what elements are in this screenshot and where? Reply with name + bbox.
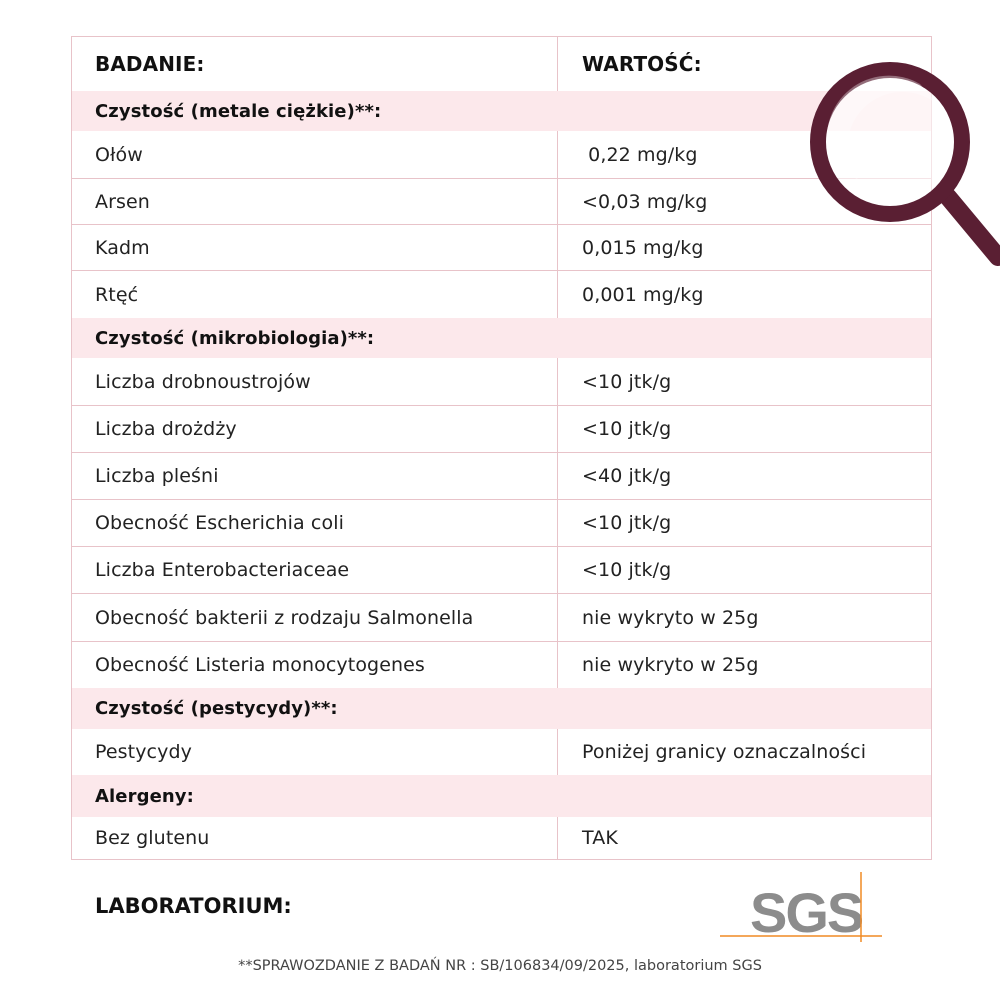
- row-value: Poniżej granicy oznaczalności: [582, 741, 867, 763]
- section-row-pesticides: [72, 688, 931, 729]
- row-value: <10 jtk/g: [582, 512, 672, 534]
- table-row: [72, 405, 931, 452]
- table-row: [72, 546, 931, 593]
- header-col-test: BADANIE:: [95, 52, 205, 76]
- section-label: Czystość (pestycydy)**:: [95, 698, 338, 719]
- section-label: Czystość (mikrobiologia)**:: [95, 327, 375, 349]
- table-row: [72, 729, 931, 775]
- table-row: [72, 641, 931, 688]
- row-value: 0,001 mg/kg: [582, 283, 704, 306]
- report-footnote: **SPRAWOZDANIE Z BADAŃ NR : SB/106834/09/2025, laboratorium SGS: [238, 958, 762, 974]
- row-label: Kadm: [95, 236, 150, 259]
- row-label: Obecność bakterii z rodzaju Salmonella: [95, 606, 474, 629]
- table-row: [72, 593, 931, 641]
- row-label: Bez glutenu: [95, 827, 210, 849]
- laboratory-label: LABORATORIUM:: [95, 894, 292, 918]
- column-divider: [557, 358, 558, 688]
- row-value: <10 jtk/g: [582, 370, 672, 393]
- row-value: <40 jtk/g: [582, 465, 672, 487]
- table-row: [72, 270, 931, 318]
- section-row-microbiology: [72, 318, 931, 358]
- sgs-logo: [720, 872, 890, 942]
- row-label: Liczba drożdży: [95, 418, 237, 440]
- svg-text:SGS: SGS: [750, 881, 863, 942]
- row-label: Liczba Enterobacteriaceae: [95, 559, 350, 581]
- column-divider: [557, 817, 558, 859]
- row-value: nie wykryto w 25g: [582, 606, 759, 629]
- row-value: TAK: [582, 827, 618, 849]
- row-label: Arsen: [95, 190, 150, 213]
- row-value: <10 jtk/g: [582, 418, 672, 440]
- column-divider: [557, 131, 558, 318]
- column-divider: [557, 729, 558, 775]
- row-label: Pestycydy: [95, 741, 192, 763]
- row-value: <10 jtk/g: [582, 559, 672, 581]
- row-label: Ołów: [95, 143, 143, 166]
- table-row: [72, 817, 931, 859]
- table-row: [72, 499, 931, 546]
- header-col-value: WARTOŚĆ:: [582, 52, 702, 76]
- table-row: [72, 452, 931, 499]
- row-label: Liczba drobnoustrojów: [95, 370, 311, 393]
- table-row: [72, 358, 931, 405]
- row-label: Rtęć: [95, 283, 139, 306]
- magnifying-glass-icon: [800, 62, 1000, 272]
- section-label: Czystość (metale ciężkie)**:: [95, 100, 382, 122]
- section-label: Alergeny:: [95, 785, 194, 807]
- column-divider: [557, 37, 558, 91]
- row-label: Obecność Escherichia coli: [95, 512, 344, 534]
- row-label: Liczba pleśni: [95, 465, 219, 487]
- row-value: <0,03 mg/kg: [582, 190, 708, 213]
- section-row-allergens: [72, 775, 931, 817]
- row-value: nie wykryto w 25g: [582, 654, 759, 676]
- row-label: Obecność Listeria monocytogenes: [95, 654, 425, 676]
- row-value: 0,015 mg/kg: [582, 236, 704, 259]
- row-value: 0,22 mg/kg: [582, 143, 698, 166]
